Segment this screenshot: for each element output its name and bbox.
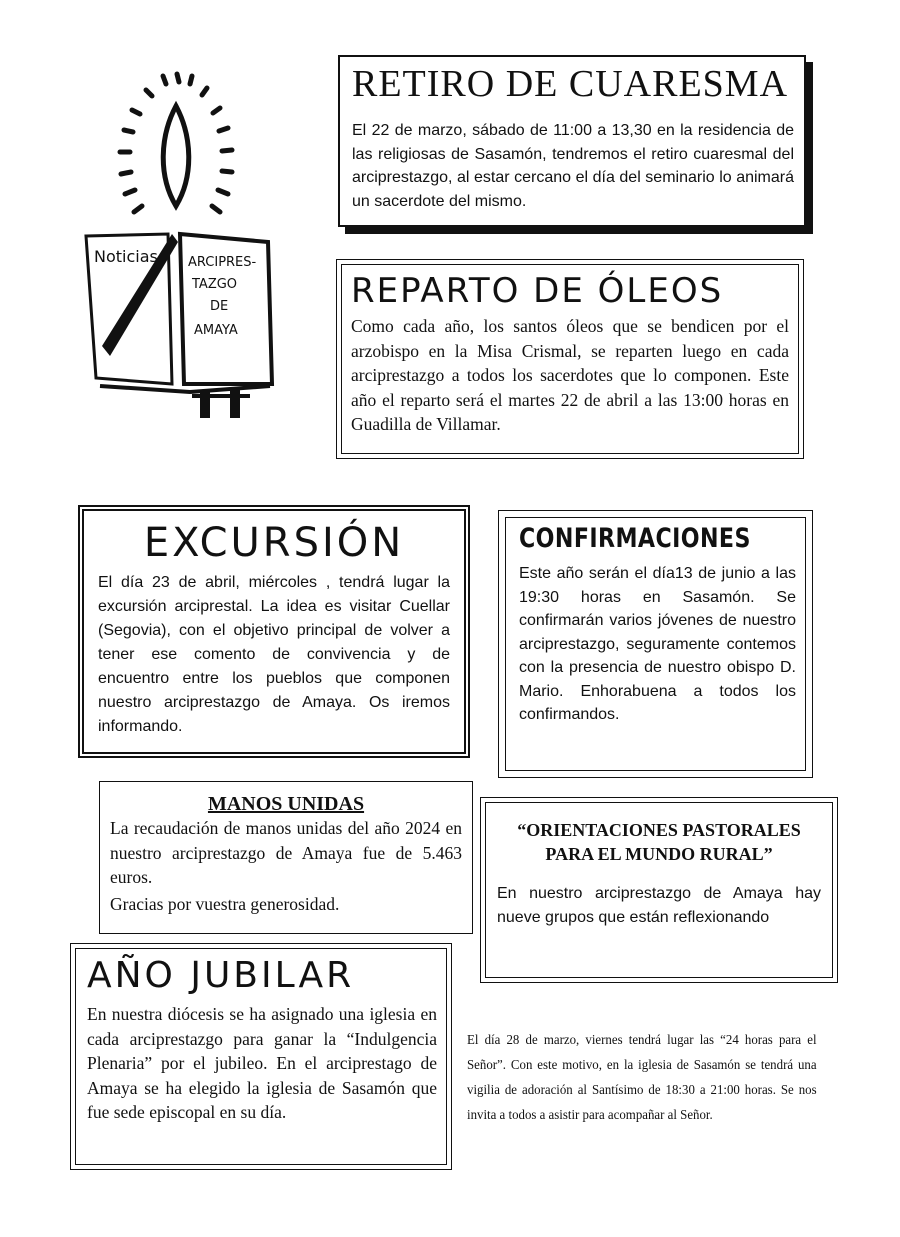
confirmaciones-body: Este año serán el día13 de junio a las 19:30 horas en Sasamón. Se confirmarán varios jóvenes de nuestro arciprestazgo, seguramente contemos con la presencia de nuestro obispo D. Mario. Enhorabuena a todos los confirmandos. [519,565,796,723]
confirmaciones-title: CONFIRMACIONES [519,523,751,554]
excursion-title: EXCURSIÓN [143,520,405,566]
ano-jubilar-box [70,943,452,1170]
manos-unidas-thanks: Gracias por vuestra generosidad. [110,893,340,914]
retiro-cuaresma-box [338,55,806,227]
excursion-body: El día 23 de abril, miércoles , tendrá lugar la excursión arciprestal. La idea es visitar Cuellar (Segovia), con el objetivo principal de volver a tener ese comento de convivencia y de encuentro entre los pueblos que componen nuestro arciprestazgo de Amaya. Os iremos informando. [98,574,450,735]
candle-and-open-book-icon [80,66,280,426]
manos-unidas-body: La recaudación de manos unidas del año 2024 en nuestro arciprestazgo de Amaya fue de 5.463 euros. [110,818,462,887]
24-horas-note: El día 28 de marzo, viernes tendrá lugar las “24 horas para el Señor”. Con este motivo, en la iglesia de Sasamón se tendrá una vigilia de adoración al Santísimo de 18:30 a 21:00 horas. Se nos invita a todos a asistir para acompañar al Señor. [467,1033,817,1123]
reparto-title: REPARTO DE ÓLEOS [351,271,724,311]
jubilar-body: En nuestra diócesis se ha asignado una iglesia en cada arciprestazgo para ganar la “Indulgencia Plenaria” por el jubileo. En el arciprestago de Amaya se ha elegido la iglesia de Sasamón que fue sede episcopal en su día. [87,1004,437,1122]
orientaciones-body: En nuestro arciprestazgo de Amaya hay nueve grupos que están reflexionando [497,885,821,926]
excursion-box [78,505,470,758]
confirmaciones-box [498,510,813,778]
logo-right-line-4: AMAYA [194,323,238,338]
retiro-body: El 22 de marzo, sábado de 11:00 a 13,30 en la residencia de las religiosas de Sasamón, tendremos el retiro cuaresmal del arciprestazgo, al estar cercano el día del seminario lo animará un sacerdote del mismo. [352,122,794,210]
retiro-title: RETIRO DE CUARESMA [352,63,789,105]
arciprestazgo-logo [80,66,280,426]
jubilar-title: AÑO JUBILAR [87,955,355,996]
logo-right-line-3: DE [210,299,229,314]
reparto-body: Como cada año, los santos óleos que se bendicen por el arzobispo en la Misa Crismal, se reparten luego en cada arciprestazgo a todos los sacerdotes que lo componen. Este año el reparto será el martes 22 de abril a las 13:00 horas en Guadilla de Villamar. [351,316,789,434]
orientaciones-title: “ORIENTACIONES PASTORALES PARA EL MUNDO RURAL” [517,820,801,864]
manos-unidas-title: MANOS UNIDAS [207,793,365,815]
logo-right-line-1: ARCIPRES- [188,255,257,270]
logo-left-page-text: Noticias [94,247,158,266]
orientaciones-box [480,797,838,983]
reparto-oleos-box [336,259,804,459]
logo-right-line-2: TAZGO [192,277,238,292]
manos-unidas-box [99,781,473,934]
